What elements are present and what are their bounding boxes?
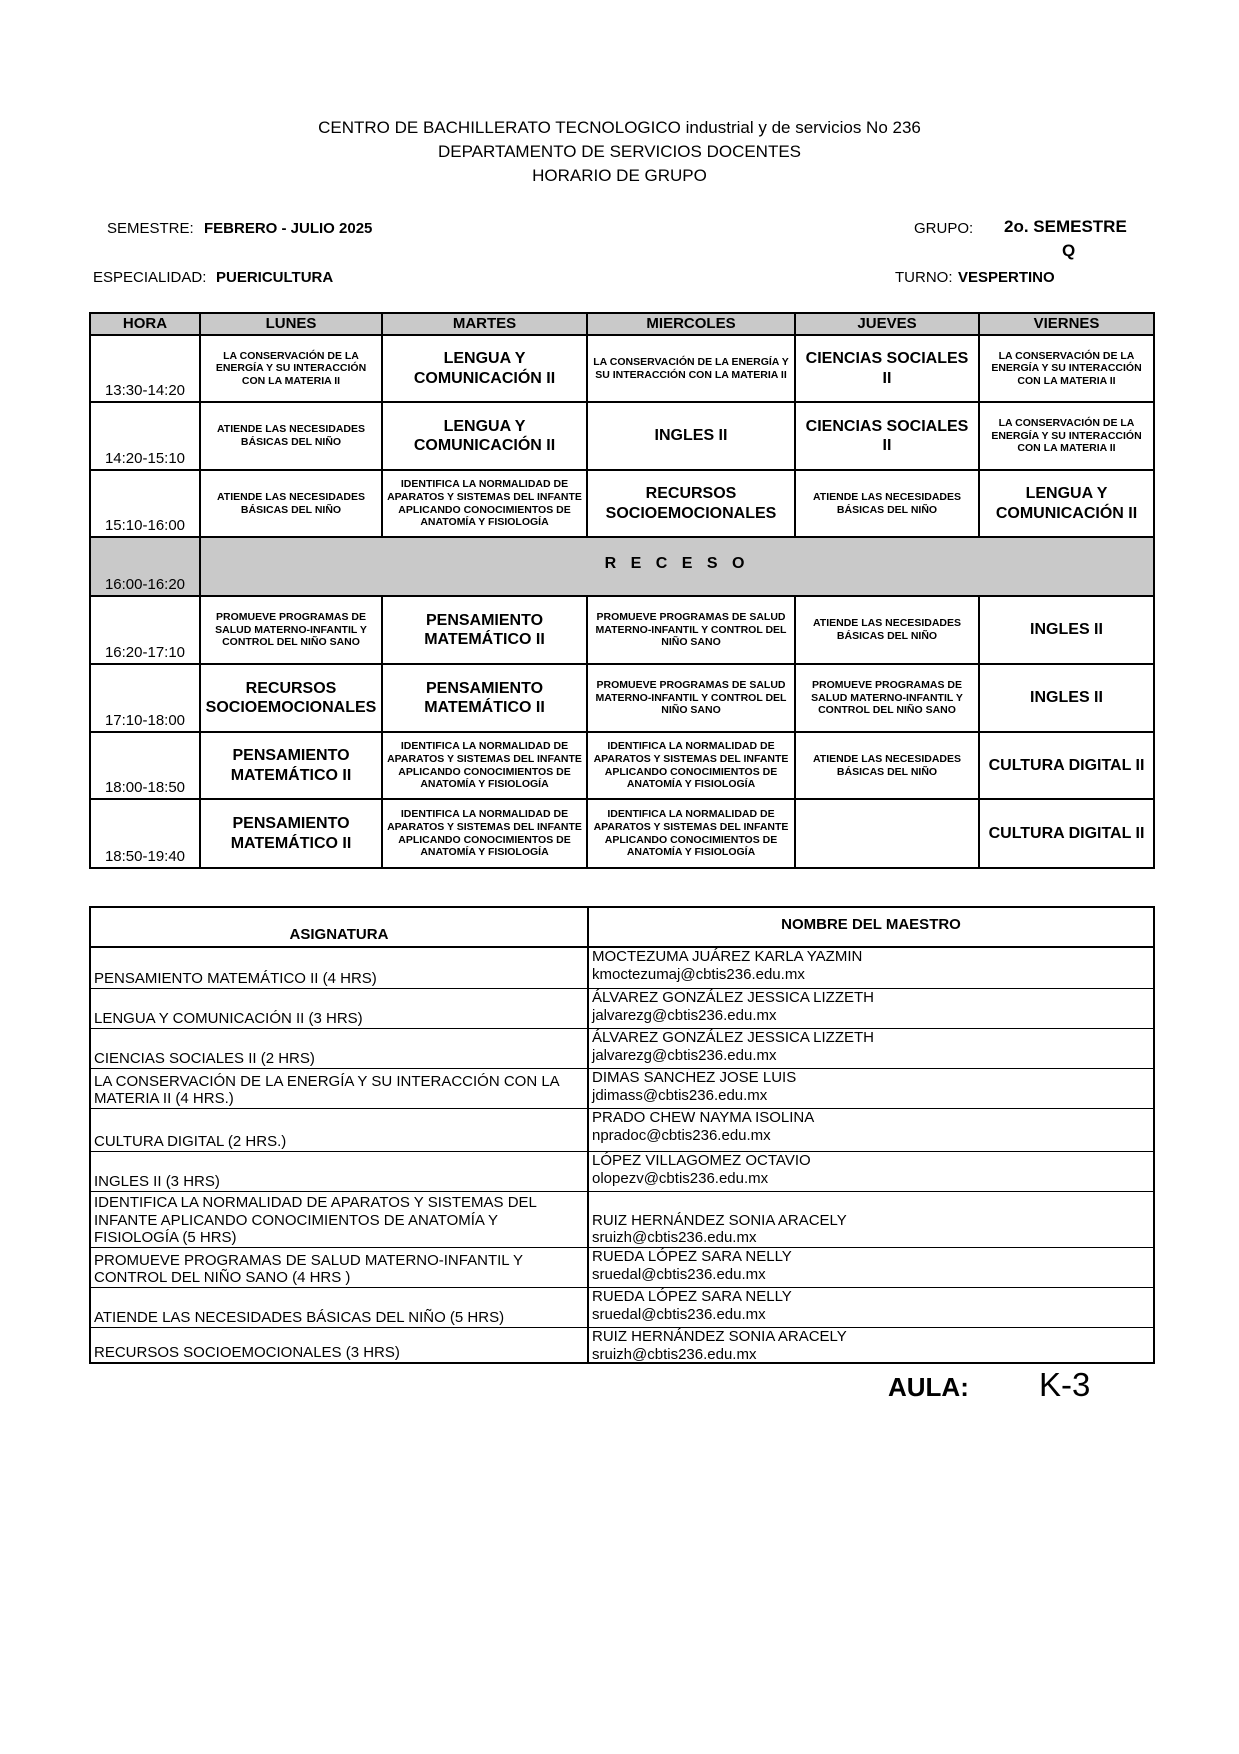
teacher-email: npradoc@cbtis236.edu.mx: [592, 1126, 771, 1144]
teacher-email: jdimass@cbtis236.edu.mx: [592, 1086, 768, 1104]
class-cell: CIENCIAS SOCIALES II: [796, 336, 980, 403]
subject-cell: [91, 1248, 589, 1288]
teacher-name: ÁLVAREZ GONZÁLEZ JESSICA LIZZETH: [592, 1029, 875, 1046]
class-cell: LA CONSERVACIÓN DE LA ENERGÍA Y SU INTERACCIÓN CON LA MATERIA II: [980, 336, 1153, 403]
class-cell: PENSAMIENTO MATEMÁTICO II: [201, 800, 383, 867]
subject-cell: [91, 1152, 589, 1192]
teacher-name: RUEDA LÓPEZ SARA NELLY: [592, 1248, 792, 1265]
column-header-lunes: LUNES: [201, 314, 383, 336]
subject-name: CIENCIAS SOCIALES II (2 HRS): [94, 1050, 315, 1068]
teacher-cell: [589, 1328, 1153, 1362]
class-cell: LA CONSERVACIÓN DE LA ENERGÍA Y SU INTERACCIÓN CON LA MATERIA II: [201, 336, 383, 403]
class-cell: ATIENDE LAS NECESIDADES BÁSICAS DEL NIÑO: [796, 471, 980, 538]
aula-value: K-3: [1039, 1366, 1091, 1403]
semestre-label: SEMESTRE:: [107, 220, 194, 237]
subject-cell: [91, 1029, 589, 1069]
teacher-name: RUIZ HERNÁNDEZ SONIA ARACELY: [592, 1211, 847, 1229]
class-cell: RECURSOS SOCIOEMOCIONALES: [588, 471, 796, 538]
subject-cell: [91, 1192, 589, 1248]
teacher-header-label: NOMBRE DEL MAESTRO: [781, 916, 961, 933]
teacher-email: olopezv@cbtis236.edu.mx: [592, 1169, 769, 1187]
grupo-value: 2o. SEMESTRE: [1004, 217, 1127, 236]
class-cell: LENGUA Y COMUNICACIÓN II: [383, 403, 588, 471]
class-cell: ATIENDE LAS NECESIDADES BÁSICAS DEL NIÑO: [796, 597, 980, 665]
class-cell: PROMUEVE PROGRAMAS DE SALUD MATERNO-INFANTIL Y CONTROL DEL NIÑO SANO: [588, 597, 796, 665]
column-header-jueves: JUEVES: [796, 314, 980, 336]
column-header-viernes: VIERNES: [980, 314, 1153, 336]
semestre-value: FEBRERO - JULIO 2025: [204, 220, 373, 237]
class-cell: IDENTIFICA LA NORMALIDAD DE APARATOS Y SISTEMAS DEL INFANTE APLICANDO CONOCIMIENTOS DE ANATOMÍA Y FISIOLOGÍA: [383, 800, 588, 867]
class-cell: ATIENDE LAS NECESIDADES BÁSICAS DEL NIÑO: [796, 733, 980, 800]
teacher-cell: [589, 1248, 1153, 1288]
teacher-header: [589, 908, 1153, 948]
class-cell: CULTURA DIGITAL II: [980, 733, 1153, 800]
class-cell: LA CONSERVACIÓN DE LA ENERGÍA Y SU INTERACCIÓN CON LA MATERIA II: [588, 336, 796, 403]
grupo-letter: Q: [1062, 241, 1076, 260]
teacher-name: MOCTEZUMA JUÁREZ KARLA YAZMIN: [592, 948, 863, 965]
class-cell: [796, 800, 980, 867]
class-cell: INGLES II: [980, 597, 1153, 665]
teacher-name: RUIZ HERNÁNDEZ SONIA ARACELY: [592, 1328, 847, 1345]
teacher-cell: [589, 989, 1153, 1029]
teacher-email: sruedal@cbtis236.edu.mx: [592, 1305, 766, 1323]
recess-banner: R E C E S O: [201, 538, 1153, 597]
class-cell: IDENTIFICA LA NORMALIDAD DE APARATOS Y SISTEMAS DEL INFANTE APLICANDO CONOCIMIENTOS DE ANATOMÍA Y FISIOLOGÍA: [383, 733, 588, 800]
time-slot: 16:20-17:10: [91, 597, 201, 665]
teacher-email: sruedal@cbtis236.edu.mx: [592, 1265, 766, 1283]
subject-name: LA CONSERVACIÓN DE LA ENERGÍA Y SU INTERACCIÓN CON LA MATERIA II (4 HRS.): [94, 1072, 559, 1108]
subject-cell: [91, 1069, 589, 1109]
especialidad-value: PUERICULTURA: [216, 269, 334, 286]
class-cell: PENSAMIENTO MATEMÁTICO II: [383, 597, 588, 665]
teacher-cell: [589, 1192, 1153, 1248]
teacher-cell: [589, 1029, 1153, 1069]
class-cell: PROMUEVE PROGRAMAS DE SALUD MATERNO-INFANTIL Y CONTROL DEL NIÑO SANO: [796, 665, 980, 733]
time-slot: 13:30-14:20: [91, 336, 201, 403]
teacher-name: ÁLVAREZ GONZÁLEZ JESSICA LIZZETH: [592, 989, 875, 1006]
subject-cell: [91, 1288, 589, 1328]
subject-cell: [91, 989, 589, 1029]
teachers-table: [89, 906, 1155, 1364]
time-slot: 14:20-15:10: [91, 403, 201, 471]
teacher-email: kmoctezumaj@cbtis236.edu.mx: [592, 965, 805, 983]
subject-name: PENSAMIENTO MATEMÁTICO II (4 HRS): [94, 970, 377, 988]
subject-name: ATIENDE LAS NECESIDADES BÁSICAS DEL NIÑO (5 HRS): [94, 1309, 505, 1327]
class-cell: PENSAMIENTO MATEMÁTICO II: [383, 665, 588, 733]
grupo-label: GRUPO:: [914, 220, 974, 237]
subject-name: RECURSOS SOCIOEMOCIONALES (3 HRS): [94, 1344, 400, 1362]
teacher-cell: [589, 1109, 1153, 1152]
document-title: HORARIO DE GRUPO: [532, 166, 707, 185]
class-cell: ATIENDE LAS NECESIDADES BÁSICAS DEL NIÑO: [201, 403, 383, 471]
time-slot: 17:10-18:00: [91, 665, 201, 733]
subject-name: CULTURA DIGITAL (2 HRS.): [94, 1133, 287, 1151]
teacher-email: jalvarezg@cbtis236.edu.mx: [592, 1046, 777, 1064]
schedule-table: [89, 312, 1155, 869]
teacher-cell: [589, 1288, 1153, 1328]
especialidad-label: ESPECIALIDAD:: [93, 269, 207, 286]
subject-cell: [91, 1328, 589, 1362]
class-cell: INGLES II: [980, 665, 1153, 733]
aula-label: AULA:: [888, 1372, 969, 1402]
teacher-name: RUEDA LÓPEZ SARA NELLY: [592, 1288, 792, 1305]
school-name: CENTRO DE BACHILLERATO TECNOLOGICO industrial y de servicios No 236: [318, 118, 921, 137]
subject-name: INGLES II (3 HRS): [94, 1173, 220, 1191]
subject-name: LENGUA Y COMUNICACIÓN II (3 HRS): [94, 1010, 363, 1028]
teacher-name: DIMAS SANCHEZ JOSE LUIS: [592, 1069, 797, 1086]
class-cell: PENSAMIENTO MATEMÁTICO II: [201, 733, 383, 800]
department-name: DEPARTAMENTO DE SERVICIOS DOCENTES: [437, 142, 802, 161]
class-cell: LENGUA Y COMUNICACIÓN II: [980, 471, 1153, 538]
teacher-cell: [589, 1152, 1153, 1192]
class-cell: IDENTIFICA LA NORMALIDAD DE APARATOS Y SISTEMAS DEL INFANTE APLICANDO CONOCIMIENTOS DE ANATOMÍA Y FISIOLOGÍA: [383, 471, 588, 538]
class-cell: LA CONSERVACIÓN DE LA ENERGÍA Y SU INTERACCIÓN CON LA MATERIA II: [980, 403, 1153, 471]
time-slot: 18:50-19:40: [91, 800, 201, 867]
subject-name: IDENTIFICA LA NORMALIDAD DE APARATOS Y SISTEMAS DEL INFANTE APLICANDO CONOCIMIENTOS DE ANATOMÍA Y FISIOLOGÍA (5 HRS): [94, 1193, 537, 1247]
class-cell: INGLES II: [588, 403, 796, 471]
time-slot: 15:10-16:00: [91, 471, 201, 538]
class-cell: PROMUEVE PROGRAMAS DE SALUD MATERNO-INFANTIL Y CONTROL DEL NIÑO SANO: [588, 665, 796, 733]
class-cell: CULTURA DIGITAL II: [988, 824, 1145, 842]
subject-cell: [91, 948, 589, 989]
teacher-email: sruizh@cbtis236.edu.mx: [592, 1229, 757, 1247]
column-header-hora: HORA: [91, 314, 201, 336]
subject-header: [91, 908, 589, 948]
teacher-name: PRADO CHEW NAYMA ISOLINA: [592, 1109, 815, 1126]
subject-name: PROMUEVE PROGRAMAS DE SALUD MATERNO-INFANTIL Y CONTROL DEL NIÑO SANO (4 HRS ): [94, 1251, 523, 1287]
subject-header-label: ASIGNATURA: [289, 926, 389, 944]
time-slot: 18:00-18:50: [91, 733, 201, 800]
teacher-cell: [589, 1069, 1153, 1109]
column-header-martes: MARTES: [383, 314, 588, 336]
class-cell: PROMUEVE PROGRAMAS DE SALUD MATERNO-INFANTIL Y CONTROL DEL NIÑO SANO: [201, 597, 383, 665]
column-header-miercoles: MIERCOLES: [588, 314, 796, 336]
subject-cell: [91, 1109, 589, 1152]
teacher-email: jalvarezg@cbtis236.edu.mx: [592, 1006, 777, 1024]
teacher-email: sruizh@cbtis236.edu.mx: [592, 1345, 757, 1362]
class-cell: LENGUA Y COMUNICACIÓN II: [383, 336, 588, 403]
teacher-cell: [589, 948, 1153, 989]
class-cell: RECURSOS SOCIOEMOCIONALES: [201, 665, 383, 733]
teacher-name: LÓPEZ VILLAGOMEZ OCTAVIO: [592, 1152, 811, 1169]
time-slot: 16:00-16:20: [91, 538, 201, 597]
class-cell: IDENTIFICA LA NORMALIDAD DE APARATOS Y SISTEMAS DEL INFANTE APLICANDO CONOCIMIENTOS DE ANATOMÍA Y FISIOLOGÍA: [588, 800, 796, 867]
turno-label: TURNO:: [895, 269, 953, 286]
class-cell: ATIENDE LAS NECESIDADES BÁSICAS DEL NIÑO: [201, 471, 383, 538]
class-cell: CIENCIAS SOCIALES II: [796, 403, 980, 471]
turno-value: VESPERTINO: [958, 269, 1055, 286]
class-cell: IDENTIFICA LA NORMALIDAD DE APARATOS Y SISTEMAS DEL INFANTE APLICANDO CONOCIMIENTOS DE ANATOMÍA Y FISIOLOGÍA: [588, 733, 796, 800]
